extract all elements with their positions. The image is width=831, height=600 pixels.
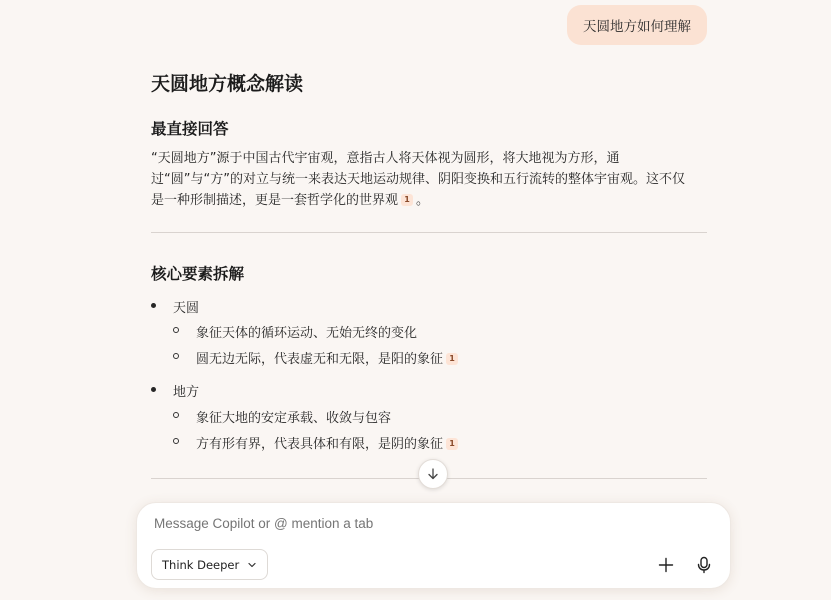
response-title: 天圆地方概念解读 bbox=[151, 73, 304, 95]
bullet-ring bbox=[173, 327, 179, 333]
bullet-ring bbox=[173, 412, 179, 418]
plus-icon bbox=[658, 557, 674, 573]
citation-badge[interactable]: 1 bbox=[446, 438, 458, 450]
arrow-down-icon bbox=[426, 467, 440, 481]
bullet-ring bbox=[173, 353, 179, 359]
list-item-label: 天圆 bbox=[173, 301, 200, 316]
citation-badge[interactable]: 1 bbox=[446, 353, 458, 365]
chevron-down-icon bbox=[247, 560, 257, 570]
think-deeper-button[interactable] bbox=[151, 549, 268, 580]
scroll-to-bottom-button[interactable] bbox=[418, 459, 448, 489]
paragraph-line-end: 。 bbox=[416, 193, 430, 208]
user-message-bubble bbox=[567, 5, 707, 45]
message-composer bbox=[136, 502, 731, 589]
sub-list-item-text: 圆无边无际，代表虚无和无限，是阳的象征 bbox=[196, 352, 444, 367]
paragraph-line: 过“圆”与“方”的对立与统一来表达天地运动规律、阴阳变换和五行流转的整体宇宙观。这不仅 bbox=[151, 172, 685, 187]
user-message-text: 天圆地方如何理解 bbox=[583, 19, 691, 35]
sub-list-item-text: 象征天体的循环运动、无始无终的变化 bbox=[196, 326, 418, 341]
list-item-label: 地方 bbox=[173, 385, 200, 400]
section-divider bbox=[151, 232, 707, 233]
bullet-ring bbox=[173, 438, 179, 444]
microphone-icon bbox=[696, 556, 712, 574]
paragraph-line: “天圆地方”源于中国古代宇宙观，意指古人将天体视为圆形，将大地视为方形，通 bbox=[151, 151, 620, 166]
bullet-dot bbox=[151, 387, 156, 392]
voice-button[interactable] bbox=[691, 552, 717, 578]
sub-list-item-text: 方有形有界，代表具体和有限，是阴的象征 bbox=[196, 437, 444, 452]
think-deeper-label: Think Deeper bbox=[162, 557, 240, 572]
section-heading-direct-answer: 最直接回答 bbox=[151, 120, 229, 138]
citation-badge[interactable]: 1 bbox=[401, 194, 413, 206]
paragraph-line-text: 是一种形制描述，更是一套哲学化的世界观 bbox=[151, 193, 399, 208]
sub-list-item-text: 象征大地的安定承载、收敛与包容 bbox=[196, 411, 392, 426]
add-button[interactable] bbox=[653, 552, 679, 578]
paragraph-line bbox=[151, 190, 707, 211]
message-input[interactable] bbox=[154, 516, 634, 531]
section-heading-core-elements: 核心要素拆解 bbox=[151, 265, 245, 283]
bullet-dot bbox=[151, 303, 156, 308]
direct-answer-paragraph bbox=[151, 148, 707, 211]
